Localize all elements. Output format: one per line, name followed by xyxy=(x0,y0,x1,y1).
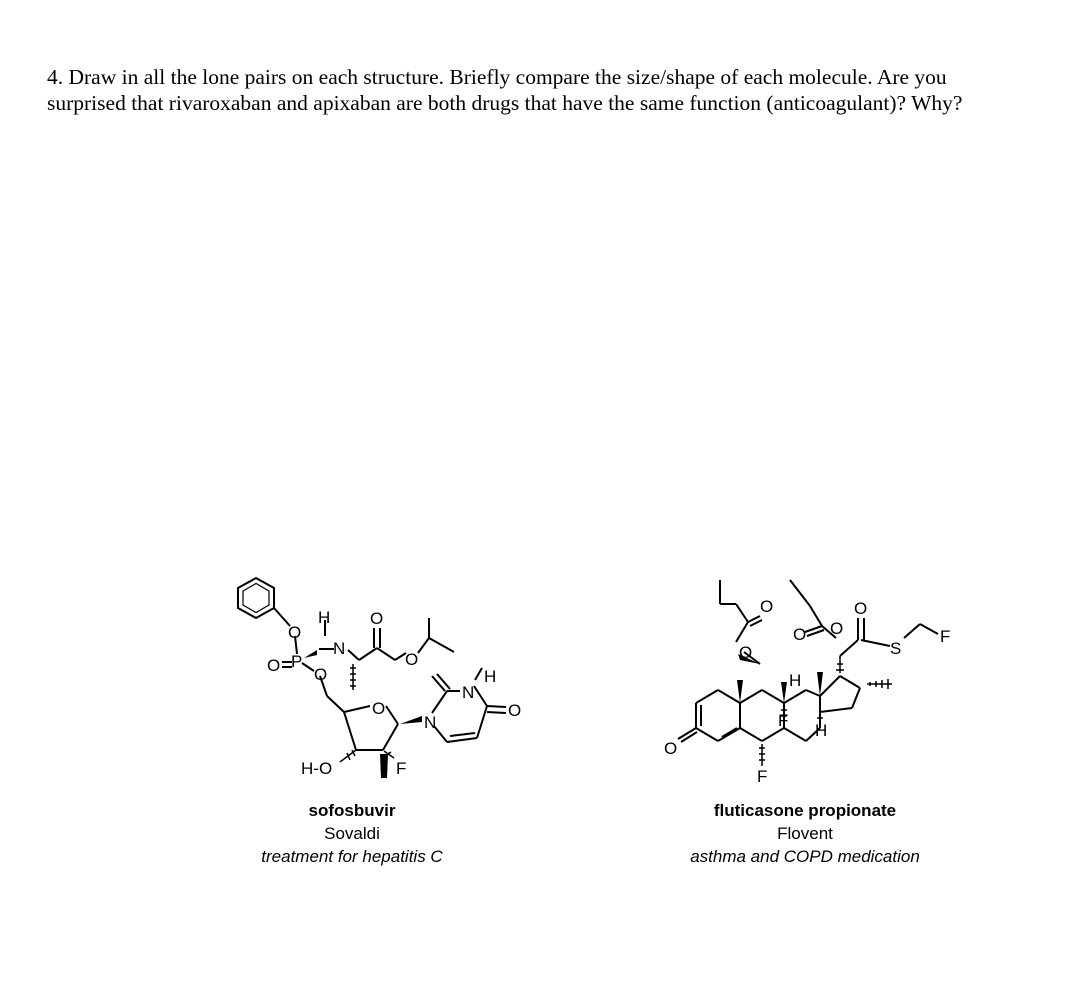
atom-label-H: H xyxy=(318,608,331,627)
atom-label-O: O xyxy=(739,643,753,662)
atom-label-P: P xyxy=(291,652,303,671)
atom-label-O: O xyxy=(508,701,522,720)
question-line-2: surprised that rivaroxaban and apixaban are both drugs that have the same function (anticoagulant)? Why? xyxy=(47,91,963,115)
atom-label-N: N xyxy=(424,713,437,732)
question-line-1: 4. Draw in all the lone pairs on each structure. Briefly compare the size/shape of each molecule. Are you xyxy=(47,65,947,89)
atom-label-H: H xyxy=(815,721,828,740)
drug-name: sofosbuvir xyxy=(308,801,396,820)
atom-label-F: F xyxy=(940,627,951,646)
atom-label-O: O xyxy=(372,699,386,718)
atom-label-O: O xyxy=(405,650,419,669)
sofosbuvir-structure xyxy=(222,568,522,790)
atom-label-H: H xyxy=(789,671,802,690)
atom-label-S: S xyxy=(890,639,902,658)
fluticasone-caption xyxy=(640,799,970,868)
atom-label-O: O xyxy=(760,597,774,616)
atom-label-HO: H-O xyxy=(301,759,333,778)
drug-use: asthma and COPD medication xyxy=(690,847,920,866)
fluticasone-structure xyxy=(660,568,970,790)
atom-label-O: O xyxy=(370,609,384,628)
drug-brand: Flovent xyxy=(777,824,833,843)
atom-label-N: N xyxy=(462,683,475,702)
atom-label-O: O xyxy=(267,656,281,675)
atom-label-H: H xyxy=(484,667,497,686)
atom-label-F: F xyxy=(396,759,407,778)
atom-label-F: F xyxy=(778,711,789,730)
atom-label-O: O xyxy=(830,619,844,638)
atom-label-N: N xyxy=(333,639,346,658)
drug-name: fluticasone propionate xyxy=(713,801,897,820)
atom-label-O: O xyxy=(288,623,302,642)
atom-label-O: O xyxy=(314,665,328,684)
question-text xyxy=(47,64,1072,116)
atom-label-O: O xyxy=(793,625,807,644)
drug-use: treatment for hepatitis C xyxy=(261,847,443,866)
atom-label-O: O xyxy=(664,739,678,758)
atom-label-F: F xyxy=(757,767,768,786)
atom-label-O: O xyxy=(854,599,868,618)
drug-brand: Sovaldi xyxy=(324,824,380,843)
sofosbuvir-caption xyxy=(232,799,472,868)
